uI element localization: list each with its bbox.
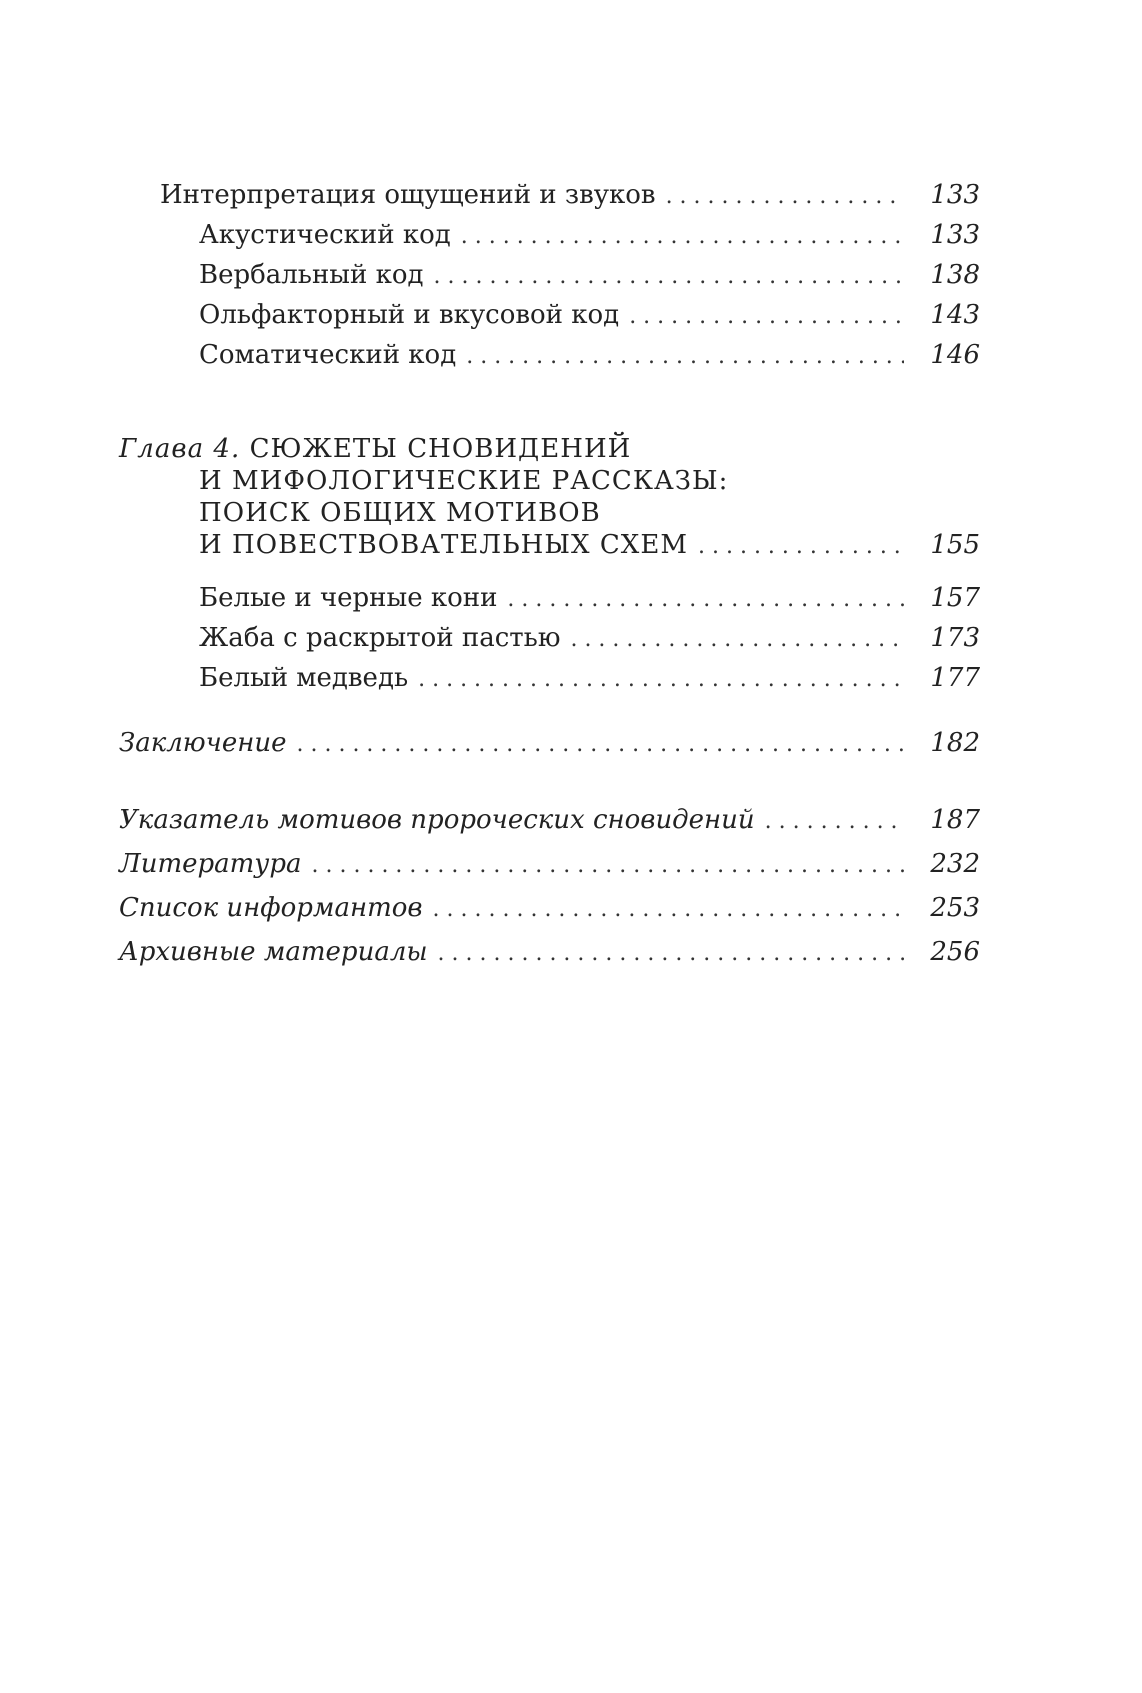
toc-page-number: 143 (930, 300, 980, 330)
dot-leader (698, 531, 904, 563)
toc-entry-white-bear[interactable] (199, 661, 980, 695)
chapter-heading-last-line (119, 529, 980, 563)
toc-entry-title: Белый медведь (199, 663, 409, 693)
toc-page-number: 253 (930, 893, 980, 923)
toc-entry-title: Вербальный код (199, 260, 424, 290)
toc-entry-chapter-4[interactable] (119, 433, 980, 563)
dot-leader (461, 220, 904, 254)
toc-entry-title: Соматический код (199, 340, 457, 370)
toc-entry-motif-index[interactable] (119, 803, 980, 837)
dot-leader (629, 300, 904, 334)
toc-entry-horses[interactable] (199, 581, 980, 615)
toc-page-number: 182 (930, 728, 980, 758)
chapter-title-part: И МИФОЛОГИЧЕСКИЕ РАССКАЗЫ: (199, 466, 729, 496)
toc-entry-archives[interactable] (119, 935, 980, 969)
toc-entry-title: Список информантов (119, 893, 423, 923)
toc-entry-senses[interactable] (160, 178, 980, 212)
toc-entry-informants[interactable] (119, 891, 980, 925)
chapter-title-part: И ПОВЕСТВОВАТЕЛЬНЫХ СХЕМ (199, 530, 688, 560)
toc-entry-verbal-code[interactable] (199, 258, 980, 292)
toc-entry-acoustic-code[interactable] (199, 218, 980, 252)
dot-leader (297, 728, 905, 762)
dot-leader (765, 805, 904, 839)
toc-entry-title: Белые и черные кони (199, 583, 498, 613)
dot-leader (570, 623, 904, 657)
toc-entry-somatic-code[interactable] (199, 338, 980, 372)
chapter-title-part: ПОИСК ОБЩИХ МОТИВОВ (199, 498, 601, 528)
dot-leader (418, 663, 904, 697)
toc-page-number: 133 (930, 180, 980, 210)
chapter-title-part: СЮЖЕТЫ СНОВИДЕНИЙ (249, 434, 632, 464)
chapter-label: Глава 4. (119, 434, 241, 464)
toc-page-number: 155 (930, 530, 980, 560)
toc-entry-title: Указатель мотивов пророческих сновидений (119, 805, 755, 835)
toc-entry-title: Литература (119, 849, 302, 879)
toc-entry-olfactory-code[interactable] (199, 298, 980, 332)
dot-leader (434, 260, 905, 294)
dot-leader (666, 180, 904, 214)
toc-entry-title: Архивные материалы (119, 937, 428, 967)
toc-entry-title: Заключение (119, 728, 287, 758)
toc-entry-title: Ольфакторный и вкусовой код (199, 300, 620, 330)
toc-page-number: 187 (930, 805, 980, 835)
toc-page-number: 133 (930, 220, 980, 250)
toc-page-number: 157 (930, 583, 980, 613)
toc-page-number: 232 (930, 849, 980, 879)
toc-entry-literature[interactable] (119, 847, 980, 881)
toc-page-number: 138 (930, 260, 980, 290)
toc-page-number: 173 (930, 623, 980, 653)
toc-entry-title: Жаба с раскрытой пастью (199, 623, 561, 653)
dot-leader (433, 893, 904, 927)
chapter-heading-line-1 (119, 433, 980, 465)
toc-page-number: 146 (930, 340, 980, 370)
dot-leader (466, 340, 904, 374)
toc-entry-title: Акустический код (199, 220, 451, 250)
toc-entry-toad[interactable] (199, 621, 980, 655)
toc-entry-conclusion[interactable] (119, 726, 980, 760)
dot-leader (312, 849, 904, 883)
toc-page-number: 177 (930, 663, 980, 693)
dot-leader (507, 583, 904, 617)
dot-leader (438, 937, 904, 971)
toc-page-number: 256 (930, 937, 980, 967)
toc-entry-title: Интерпретация ощущений и звуков (160, 180, 656, 210)
